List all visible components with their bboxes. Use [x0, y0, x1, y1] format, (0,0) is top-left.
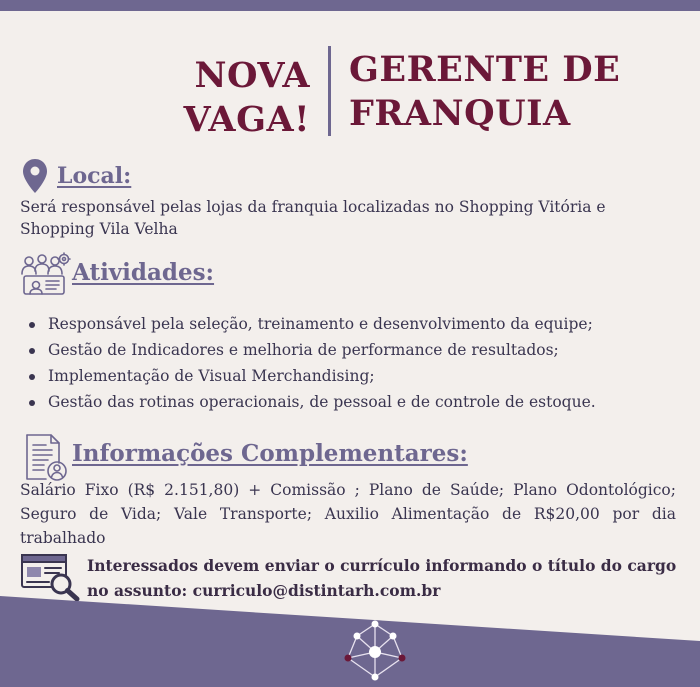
title-nova-vaga	[150, 54, 310, 142]
list-item: Gestão de Indicadores e melhoria de performance de resultados;	[26, 337, 686, 363]
local-heading: Local:	[57, 163, 132, 189]
browser-search-icon	[21, 553, 81, 601]
title-job-role	[349, 48, 679, 136]
list-item: Responsável pela seleção, treinamento e desenvolvimento da equipe;	[26, 311, 686, 337]
contato-text: Interessados devem enviar o currículo informando o título do cargo no assunto: curriculo@distintarh.com.br	[87, 556, 677, 600]
team-work-icon	[20, 252, 72, 298]
atividades-heading: Atividades:	[72, 259, 215, 286]
network-nodes-logo	[340, 620, 410, 682]
local-text: Será responsável pelas lojas da franquia localizadas no Shopping Vitória e Shopping Vila Velha	[20, 198, 606, 238]
list-item: Implementação de Visual Merchandising;	[26, 363, 686, 389]
resume-document-icon	[24, 433, 70, 481]
atividades-list	[26, 311, 686, 415]
title-right-line1: GERENTE DE	[349, 49, 621, 90]
informacoes-text: Salário Fixo (R$ 2.151,80) + Comissão ; Plano de Saúde; Plano Odontológico; Seguro de Vida; Vale Transporte; Auxilio Alimentação de R$20,00 por dia trabalhado	[20, 481, 676, 547]
list-item: Gestão das rotinas operacionais, de pessoal e de controle de estoque.	[26, 389, 686, 415]
title-right-line2: FRANQUIA	[349, 93, 571, 134]
map-pin-icon	[22, 158, 48, 194]
title-left-line2: VAGA!	[183, 99, 310, 140]
title-divider	[328, 46, 331, 136]
informacoes-heading: Informações Complementares:	[72, 440, 468, 467]
title-left-line1: NOVA	[194, 55, 310, 96]
